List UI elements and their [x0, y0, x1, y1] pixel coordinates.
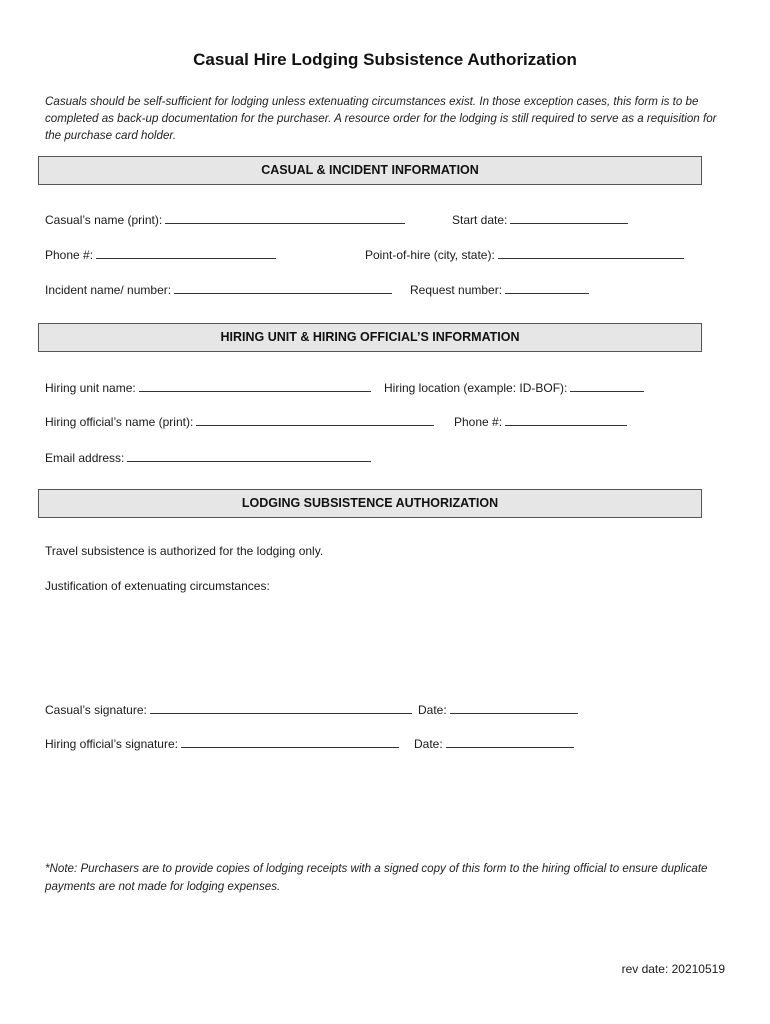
start-date-label: Start date:: [452, 213, 508, 227]
form-title: Casual Hire Lodging Subsistence Authorization: [193, 50, 577, 69]
justification-label: Justification of extenuating circumstances:: [45, 579, 270, 593]
email-field[interactable]: [45, 449, 371, 465]
hiring-phone-field[interactable]: [454, 413, 627, 429]
hiring-official-name-line[interactable]: [196, 413, 434, 426]
point-of-hire-line[interactable]: [498, 246, 684, 259]
casual-name-label: Casual’s name (print):: [45, 213, 163, 227]
rev-date: rev date: 20210519: [621, 962, 725, 976]
request-number-label: Request number:: [410, 283, 503, 297]
footnote: *Note: Purchasers are to provide copies of lodging receipts with a signed copy of this form to the hiring official to ensure duplicate payments are not made for lodging expenses.: [45, 862, 708, 893]
email-label: Email address:: [45, 451, 125, 465]
hiring-official-name-field[interactable]: [45, 413, 434, 429]
hiring-unit-name-field[interactable]: [45, 379, 371, 395]
intro-paragraph: Casuals should be self-sufficient for lodging unless extenuating circumstances exist. In those exception cases, this form is to be completed as back-up documentation for the purchaser. A resource order for the lodging is still required to serve as a requisition for the purchase card holder.: [45, 95, 717, 142]
section-lodging: LODGING SUBSISTENCE AUTHORIZATION: [38, 489, 702, 518]
official-sig-date-line[interactable]: [446, 735, 574, 748]
official-sig-date-field[interactable]: [414, 735, 574, 751]
phone-line[interactable]: [96, 246, 276, 259]
travel-statement: Travel subsistence is authorized for the lodging only.: [45, 544, 324, 558]
casual-sig-date-line[interactable]: [450, 701, 578, 714]
official-signature-field[interactable]: [45, 735, 399, 751]
casual-sig-date-label: Date:: [418, 703, 447, 717]
request-number-field[interactable]: [410, 281, 589, 297]
incident-field[interactable]: [45, 281, 392, 297]
incident-line[interactable]: [174, 281, 392, 294]
casual-signature-label: Casual’s signature:: [45, 703, 147, 717]
point-of-hire-field[interactable]: [365, 246, 684, 262]
casual-name-field[interactable]: [45, 211, 405, 227]
official-signature-line[interactable]: [181, 735, 399, 748]
hiring-location-line[interactable]: [570, 379, 644, 392]
incident-label: Incident name/ number:: [45, 283, 172, 297]
casual-signature-field[interactable]: [45, 701, 412, 717]
casual-name-line[interactable]: [165, 211, 405, 224]
hiring-unit-name-label: Hiring unit name:: [45, 381, 136, 395]
casual-signature-line[interactable]: [150, 701, 412, 714]
request-number-line[interactable]: [505, 281, 589, 294]
start-date-line[interactable]: [510, 211, 628, 224]
official-sig-date-label: Date:: [414, 737, 443, 751]
casual-sig-date-field[interactable]: [418, 701, 578, 717]
section-hiring-unit: HIRING UNIT & HIRING OFFICIAL’S INFORMATION: [38, 323, 702, 352]
phone-label: Phone #:: [45, 248, 94, 262]
start-date-field[interactable]: [452, 211, 628, 227]
hiring-official-name-label: Hiring official’s name (print):: [45, 415, 194, 429]
hiring-unit-name-line[interactable]: [139, 379, 371, 392]
official-signature-label: Hiring official’s signature:: [45, 737, 178, 751]
point-of-hire-label: Point-of-hire (city, state):: [365, 248, 495, 262]
section-casual-incident: CASUAL & INCIDENT INFORMATION: [38, 156, 702, 185]
phone-field[interactable]: [45, 246, 276, 262]
hiring-phone-label: Phone #:: [454, 415, 503, 429]
email-line[interactable]: [127, 449, 371, 462]
hiring-location-label: Hiring location (example: ID-BOF):: [384, 381, 568, 395]
hiring-location-field[interactable]: [384, 379, 644, 395]
hiring-phone-line[interactable]: [505, 413, 627, 426]
